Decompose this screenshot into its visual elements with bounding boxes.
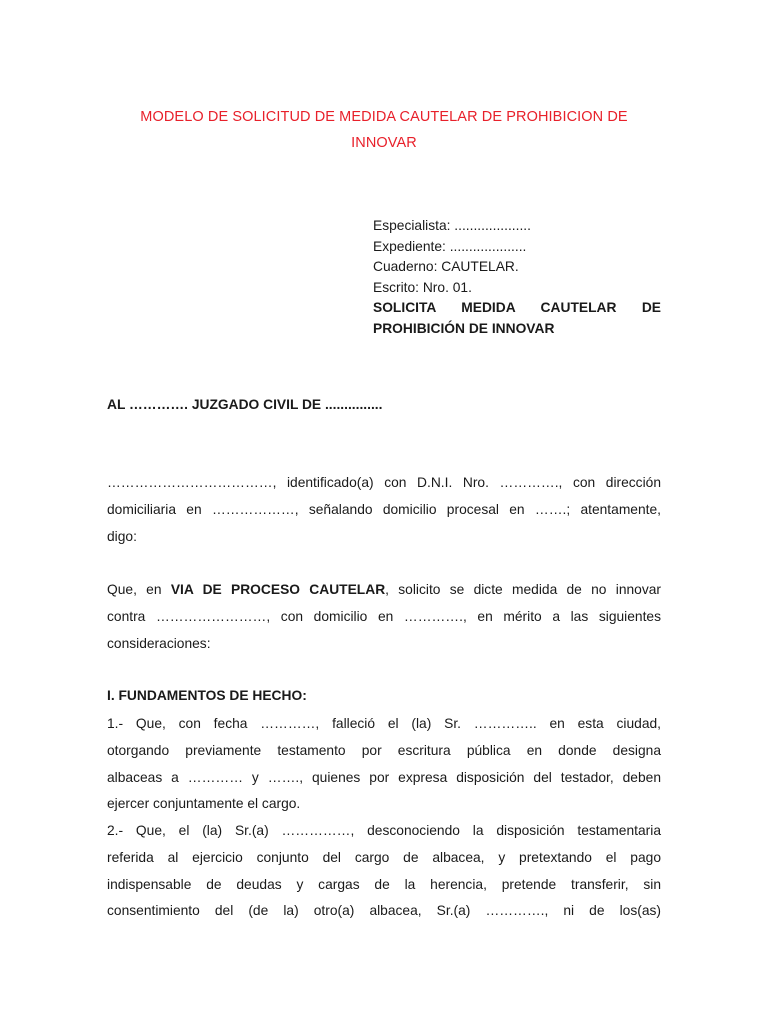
point-2-line-3: indispensable de deudas y cargas de la herencia, pretende transferir, sin bbox=[107, 876, 661, 892]
intro-paragraph bbox=[107, 470, 661, 550]
solicita-line-1: SOLICITA MEDIDA CAUTELAR DE bbox=[373, 300, 661, 316]
intro-line-3: digo: bbox=[107, 528, 137, 544]
document-title bbox=[107, 104, 661, 156]
solicita-heading bbox=[373, 298, 661, 339]
petition-paragraph bbox=[107, 577, 661, 657]
expediente-line: Expediente: .................... bbox=[373, 238, 527, 254]
point-1-line-3: albaceas a ………… y ……., quienes por expresa disposición del testador, deben bbox=[107, 769, 661, 785]
solicita-line-2: PROHIBICIÓN DE INNOVAR bbox=[373, 320, 555, 336]
document-title-line-2: INNOVAR bbox=[351, 135, 417, 151]
intro-line-2: domiciliaria en ………………, señalando domicilio procesal en …….; atentamente, bbox=[107, 501, 661, 517]
petition-line-2: contra ……………………, con domicilio en …………., en mérito a las siguientes bbox=[107, 608, 661, 624]
point-2-paragraph bbox=[107, 818, 661, 925]
section-heading-fundamentos: I. FUNDAMENTOS DE HECHO: bbox=[107, 688, 307, 703]
petition-line-1 bbox=[107, 577, 661, 604]
document-title-line-1: MODELO DE SOLICITUD DE MEDIDA CAUTELAR DE PROHIBICION DE bbox=[140, 109, 628, 125]
court-address-line: AL …………. JUZGADO CIVIL DE ............... bbox=[107, 397, 383, 412]
petition-line-3: consideraciones: bbox=[107, 635, 211, 651]
point-2-line-4: consentimiento del (de la) otro(a) albacea, Sr.(a) …………., ni de los(as) bbox=[107, 903, 661, 919]
intro-line-1: ………………………………, identificado(a) con D.N.I. Nro. …………., con dirección bbox=[107, 475, 661, 490]
escrito-line: Escrito: Nro. 01. bbox=[373, 279, 472, 295]
cuaderno-line: Cuaderno: CAUTELAR. bbox=[373, 259, 519, 275]
point-1-line-2: otorgando previamente testamento por escritura pública en donde designa bbox=[107, 742, 661, 758]
point-2-line-1: 2.- Que, el (la) Sr.(a) ……………, desconociendo la disposición testamentaria bbox=[107, 823, 661, 838]
case-header-block bbox=[373, 216, 661, 340]
point-1-line-1: 1.- Que, con fecha …………, falleció el (la) Sr. ………….. en esta ciudad, bbox=[107, 716, 661, 731]
petition-line-1-pre: Que, en bbox=[107, 582, 171, 597]
point-2-line-2: referida al ejercicio conjunto del cargo de albacea, y pretextando el pago bbox=[107, 849, 661, 865]
point-1-line-4: ejercer conjuntamente el cargo. bbox=[107, 796, 301, 812]
petition-line-1-bold: VIA DE PROCESO CAUTELAR bbox=[170, 582, 386, 597]
petition-line-1-post: , solicito se dicte medida de no innovar bbox=[385, 582, 661, 597]
point-1-paragraph bbox=[107, 711, 661, 818]
especialista-line: Especialista: .................... bbox=[373, 218, 531, 233]
